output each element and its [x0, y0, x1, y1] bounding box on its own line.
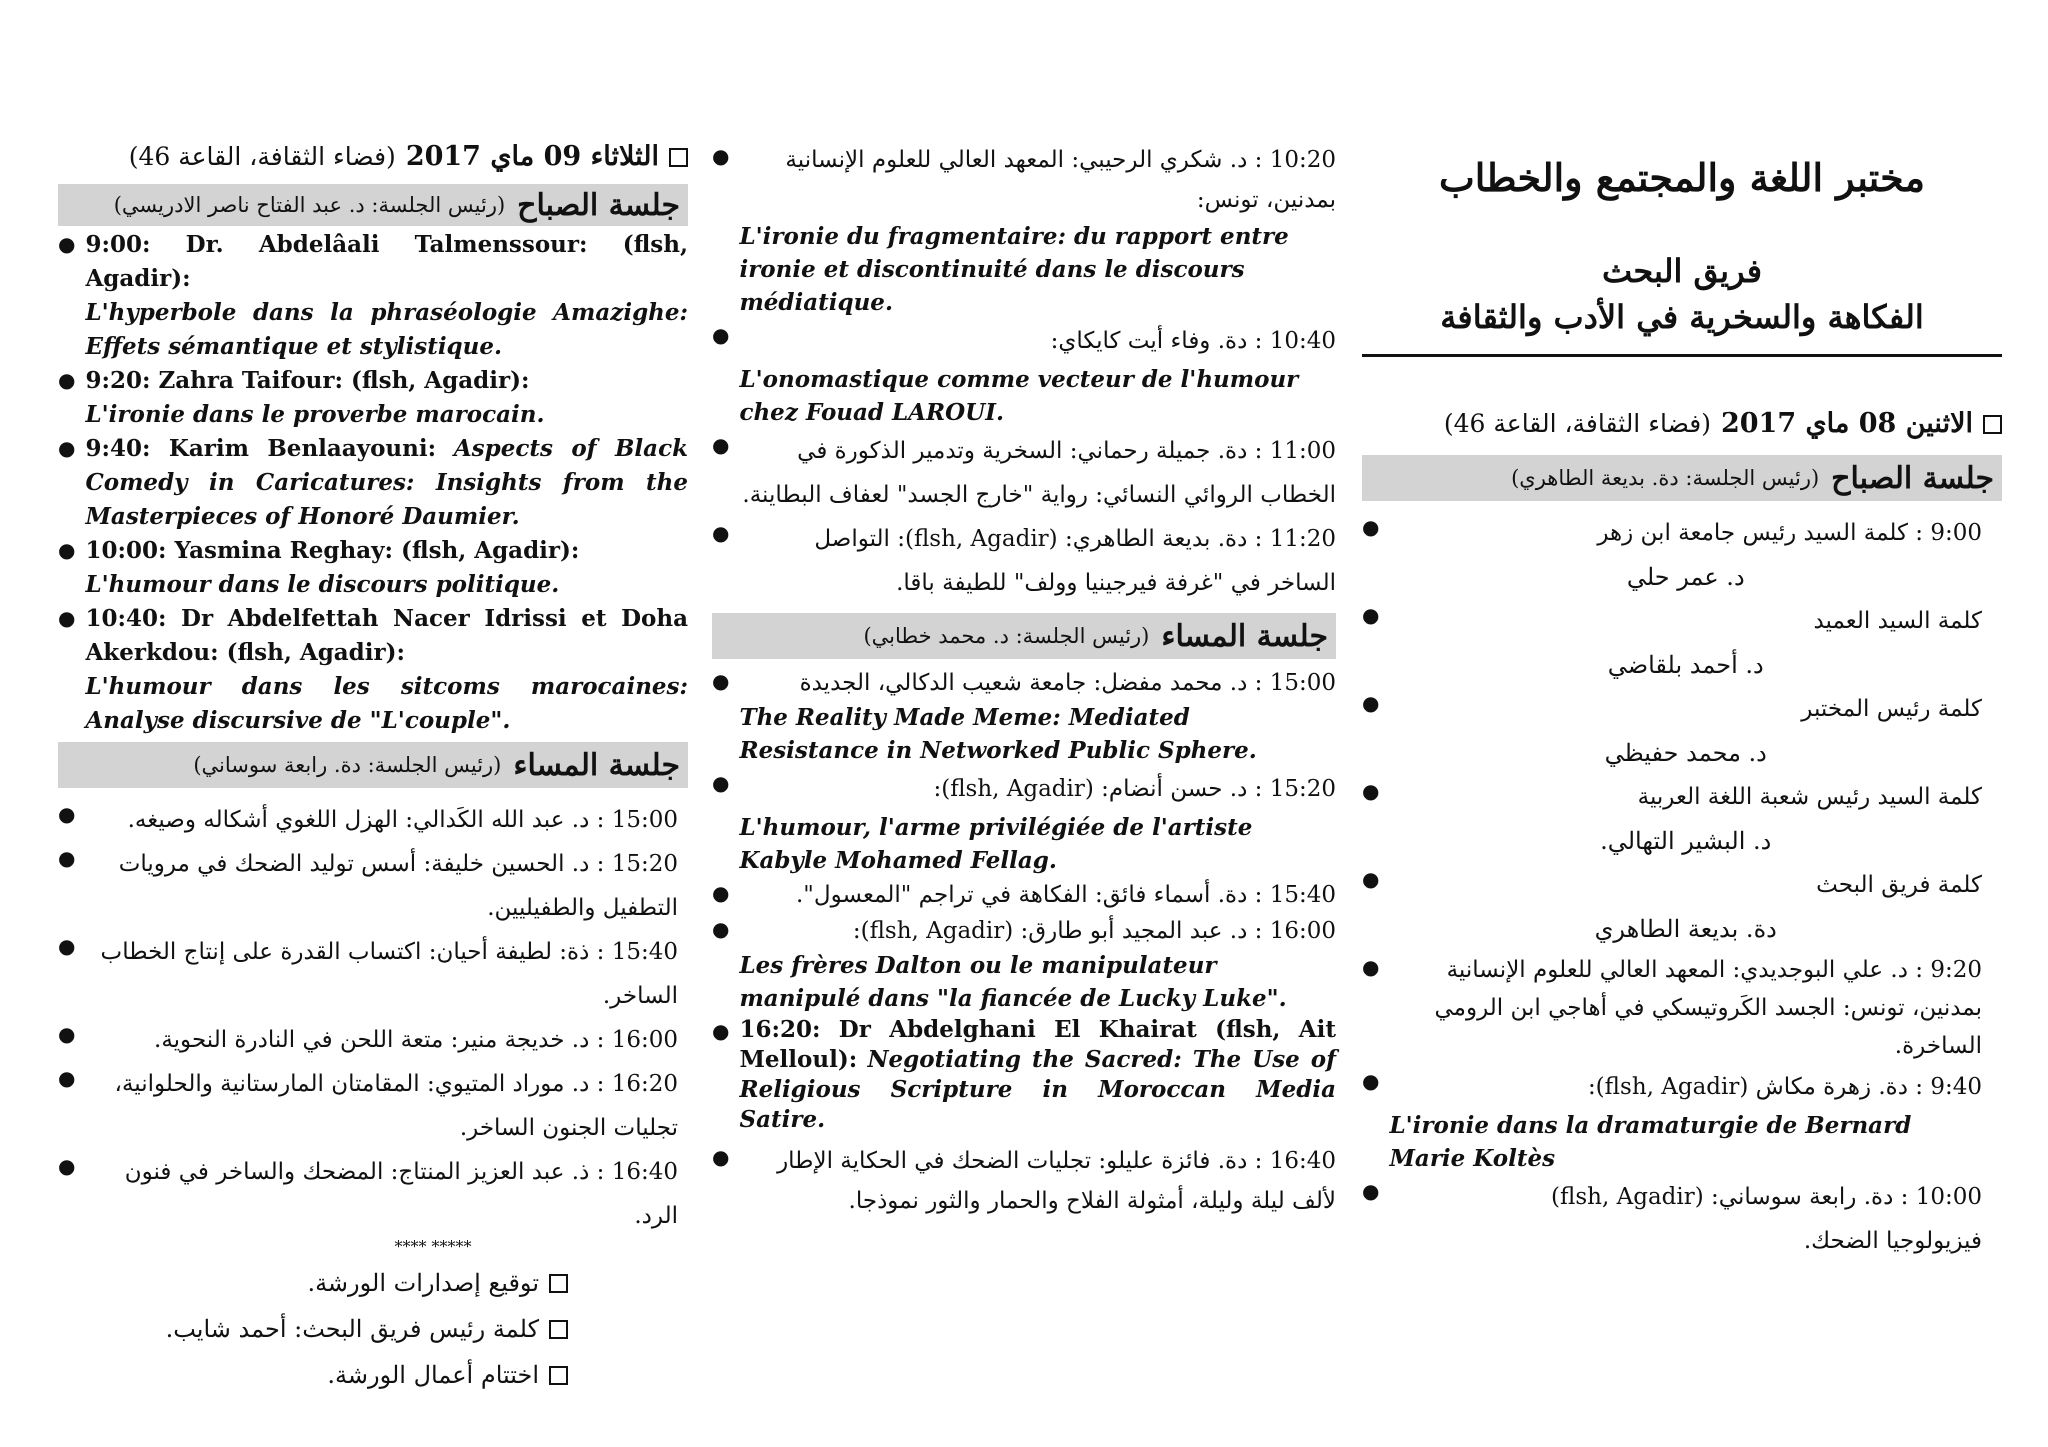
list-item: ● 10:40 : دة. وفاء أيت كايكاي: L'onomastique comme vecteur de l'humour chez Fouad LAROUI.	[712, 319, 1336, 429]
bullet-icon: ●	[712, 1145, 730, 1169]
bullet-icon: ●	[1362, 955, 1380, 979]
bullet-icon: ●	[58, 802, 76, 826]
session-bar-morning	[1362, 455, 2002, 501]
bullet-icon: ●	[712, 323, 730, 347]
list-item: ● 11:00 : دة. جميلة رحماني: السخرية وتدمير الذكورة في الخطاب الروائي النسائي: رواية "خارج الجسد" لعفاف البطاينة.	[712, 429, 1336, 517]
bullet-icon: ●	[1362, 603, 1380, 627]
list-item: ● 15:00 : د. عبد الله الكَدالي: الهزل اللغوي أشكاله وصيغه.	[58, 798, 678, 842]
closing-item: توقيع إصدارات الورشة.	[58, 1260, 568, 1306]
day-place: (فضاء الثقافة، القاعة 46)	[1443, 409, 1711, 438]
bullet-icon: ●	[712, 881, 730, 905]
list-item: ● كلمة السيد العميد د. أحمد بلقاضي	[1362, 599, 1982, 687]
bullet-icon: ●	[712, 771, 730, 795]
bullet-icon: ●	[58, 368, 76, 392]
day-date: الثلاثاء 09 ماي 2017	[405, 141, 659, 172]
list-item: ● 16:40 : دة. فائزة عليلو: تجليات الضحك في الحكاية الإطار لألف ليلة وليلة، أمثولة الفلاح والحمار والثور نموذجا.	[712, 1141, 1336, 1221]
list-item: ● 10:00: Yasmina Reghay: (flsh, Agadir): L'humour dans le discours politique.	[58, 534, 688, 602]
day-place: (فضاء الثقافة، القاعة 46)	[128, 142, 396, 171]
list-item: ● 10:00 : دة. رابعة سوساني: (flsh, Agadir) فيزيولوجيا الضحك.	[1362, 1175, 1982, 1263]
list-item: ● 9:00: Dr. Abdelâali Talmenssour: (flsh, Agadir): L'hyperbole dans la phraséologie Amazighe: Effets sémantique et stylistique.	[58, 228, 688, 364]
closing-item: اختتام أعمال الورشة.	[58, 1352, 568, 1398]
right-column	[1362, 130, 2002, 1263]
session-bar-morning	[58, 184, 688, 226]
session-title: جلسة المساء	[1161, 618, 1328, 654]
bullet-icon: ●	[58, 1154, 76, 1178]
talk-title: Negotiating the Sacred: The Use of Religious Scripture in Moroccan Media Satire.	[739, 1046, 1336, 1133]
day-heading-tuesday	[58, 140, 688, 174]
list-item: ● 15:00 : د. محمد مفضل: جامعة شعيب الدكالي، الجديدة The Reality Made Meme: Mediated Resistance in Networked Public Sphere.	[712, 665, 1336, 767]
list-item: ● 10:20 : د. شكري الرحيبي: المعهد العالي للعلوم الإنسانية بمدنين، تونس: L'ironie du fragmentaire: du rapport entre ironie et discontinuité dans le discours médiatique.	[712, 140, 1336, 319]
list-item: ● 9:00 : كلمة السيد رئيس جامعة ابن زهر د. عمر حلي	[1362, 511, 1982, 599]
list-item: ● كلمة فريق البحث دة. بديعة الطاهري	[1362, 863, 1982, 951]
bullet-icon: ●	[712, 433, 730, 457]
list-item: ● 11:20 : دة. بديعة الطاهري: (flsh, Agadir): التواصل الساخر في "غرفة فيرجينيا وولف" للطيفة باقا.	[712, 517, 1336, 605]
checkbox-icon	[549, 1320, 568, 1339]
bullet-icon: ●	[58, 606, 76, 630]
bullet-icon: ●	[1362, 1069, 1380, 1093]
separator-stars: **** *****	[394, 1237, 472, 1256]
list-item: ● 16:20 : د. موراد المتيوي: المقامتان المارستانية والحلوانية، تجليات الجنون الساخر.	[58, 1062, 678, 1150]
bullet-icon: ●	[58, 846, 76, 870]
list-item: ● كلمة رئيس المختبر د. محمد حفيظي	[1362, 687, 1982, 775]
bullet-icon: ●	[58, 538, 76, 562]
bullet-icon: ●	[58, 1066, 76, 1090]
bullet-icon: ●	[1362, 515, 1380, 539]
session-title: جلسة المساء	[513, 747, 680, 783]
list-item: ● 16:00 : د. خديجة منير: متعة اللحن في النادرة النحوية.	[58, 1018, 678, 1062]
list-item: ● 15:20 : د. الحسين خليفة: أسس توليد الضحك في مرويات التطفيل والطفيليين.	[58, 842, 678, 930]
bullet-icon: ●	[1362, 867, 1380, 891]
bullet-icon: ●	[58, 232, 76, 256]
checkbox-icon	[549, 1366, 568, 1385]
checkbox-icon	[669, 148, 688, 167]
bullet-icon: ●	[712, 144, 730, 168]
bullet-icon: ●	[58, 436, 76, 460]
checkbox-icon	[549, 1274, 568, 1293]
day-date: الاثنين 08 ماي 2017	[1720, 408, 1973, 439]
session-chair: (رئيس الجلسة: د. محمد خطابي)	[863, 624, 1150, 648]
bullet-icon: ●	[1362, 691, 1380, 715]
checkbox-icon	[1983, 415, 2002, 434]
session-bar-evening	[58, 742, 688, 788]
speaker-name: 16:20: Dr Abdelghani El Khairat (flsh, Ait Melloul):	[739, 1016, 1336, 1073]
list-item: ● 9:40 : دة. زهرة مكاش (flsh, Agadir): L'ironie dans la dramaturgie de Bernard Marie Koltès	[1362, 1065, 1982, 1175]
bullet-icon: ●	[1362, 779, 1380, 803]
bullet-icon: ●	[712, 521, 730, 545]
list-item: ● كلمة السيد رئيس شعبة اللغة العربية د. البشير التهالي.	[1362, 775, 1982, 863]
session-chair: (رئيس الجلسة: دة. رابعة سوساني)	[193, 753, 502, 777]
left-column	[58, 140, 688, 1398]
list-item: ● 15:20 : د. حسن أنضام: (flsh, Agadir): L'humour, l'arme privilégiée de l'artiste Kabyle Mohamed Fellag.	[712, 767, 1336, 877]
session-bar-evening	[712, 613, 1336, 659]
list-item: ● 16:40 : ذ. عبد العزيز المنتاج: المضحك والساخر في فنون الرد.	[58, 1150, 678, 1238]
list-item: ● 15:40 : دة. أسماء فائق: الفكاهة في تراجم "المعسول".	[712, 877, 1336, 913]
session-chair: (رئيس الجلسة: دة. بديعة الطاهري)	[1511, 466, 1820, 490]
middle-column	[712, 140, 1336, 1221]
bullet-icon: ●	[1362, 1179, 1380, 1203]
bullet-icon: ●	[712, 669, 730, 693]
list-item: ● 10:40: Dr Abdelfettah Nacer Idrissi et Doha Akerkdou: (flsh, Agadir): L'humour dans les sitcoms marocaines: Analyse discursive de "L'couple".	[58, 602, 688, 738]
list-item: ● 15:40 : ذة: لطيفة أحيان: اكتساب القدرة على إنتاج الخطاب الساخر.	[58, 930, 678, 1018]
list-item: ● 9:20 : د. علي البوجديدي: المعهد العالي للعلوم الإنسانية بمدنين، تونس: الجسد الكَروتيسكي في أهاجي ابن الرومي الساخرة.	[1362, 951, 1982, 1065]
session-title: جلسة الصباح	[1831, 460, 1994, 496]
team-label: فريق البحث	[1601, 252, 1763, 290]
bullet-icon: ●	[712, 1019, 730, 1043]
bullet-icon: ●	[712, 917, 730, 941]
list-item: ● 16:00 : د. عبد المجيد أبو طارق: (flsh, Agadir): Les frères Dalton ou le manipulateur manipulé dans "la fiancée de Lucky Luke".	[712, 913, 1336, 1015]
day-heading-monday	[1362, 407, 2002, 441]
session-chair: (رئيس الجلسة: د. عبد الفتاح ناصر الادريسي)	[113, 193, 506, 217]
list-item	[712, 1015, 1336, 1135]
closing-item: كلمة رئيس فريق البحث: أحمد شايب.	[58, 1306, 568, 1352]
list-item: ● 9:20: Zahra Taifour: (flsh, Agadir): L'ironie dans le proverbe marocain.	[58, 364, 688, 432]
team-name: الفكاهة والسخرية في الأدب والثقافة	[1440, 298, 1924, 336]
lab-title: مختبر اللغة والمجتمع والخطاب	[1438, 155, 1926, 200]
bullet-icon: ●	[58, 1022, 76, 1046]
list-item: ● 9:40: Karim Benlaayouni: Aspects of Black Comedy in Caricatures: Insights from the Masterpieces of Honoré Daumier.	[58, 432, 688, 534]
title-divider	[1362, 354, 2002, 357]
session-title: جلسة الصباح	[517, 187, 680, 223]
bullet-icon: ●	[58, 934, 76, 958]
